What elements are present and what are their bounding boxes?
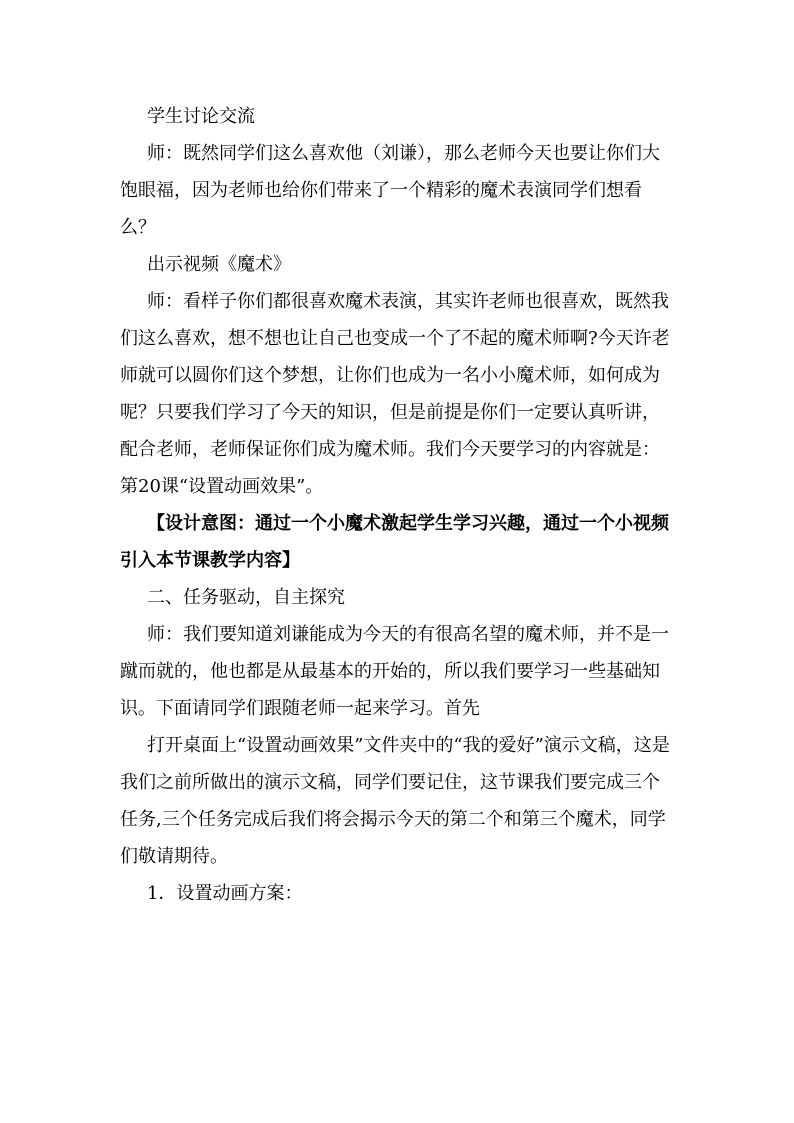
paragraph-discussion: 学生讨论交流 [147, 106, 255, 127]
paragraph-teacher-magic-show: 师：既然同学们这么喜欢他（刘谦），那么老师今天也要让你们大饱眼福，因为老师也给你们带来了一个精彩的魔术表演同学们想看么？ [120, 143, 660, 238]
list-item-animation-scheme: 1．设置动画方案： [147, 883, 303, 904]
paragraph-open-presentation: 打开桌面上“设置动画效果”文件夹中的“我的爱好”演示文稿，这是我们之前所做出的演示文稿，同学们要记住，这节课我们要完成三个任务,三个任务完成后我们将会揭示今天的第二个和第三个魔术，同学们敬请期待。 [120, 735, 670, 867]
paragraph-teacher-magician-dream: 师：看样子你们都很喜欢魔术表演，其实许老师也很喜欢，既然我们这么喜欢，想不想也让自己也变成一个了不起的魔术师啊?今天许老师就可以圆你们这个梦想，让你们也成为一名小小魔术师，如何成为呢？只要我们学习了今天的知识，但是前提是你们一定要认真听讲，配合老师，老师保证你们成为魔术师。我们今天要学习的内容就是：第20课“设置动画效果”。 [120, 291, 670, 497]
section-heading-task-driven: 二、任务驱动，自主探究 [147, 587, 345, 608]
paragraph-teacher-basics: 师：我们要知道刘谦能成为今天的有很高名望的魔术师，并不是一蹴而就的，他也都是从最基本的开始的，所以我们要学习一些基础知识。下面请同学们跟随老师一起来学习。首先 [120, 624, 669, 719]
paragraph-design-intent: 【设计意图：通过一个小魔术激起学生学习兴趣，通过一个小视频引入本节课教学内容】 [120, 513, 669, 571]
document-body [120, 98, 672, 912]
paragraph-show-video: 出示视频《魔术》 [147, 254, 291, 275]
